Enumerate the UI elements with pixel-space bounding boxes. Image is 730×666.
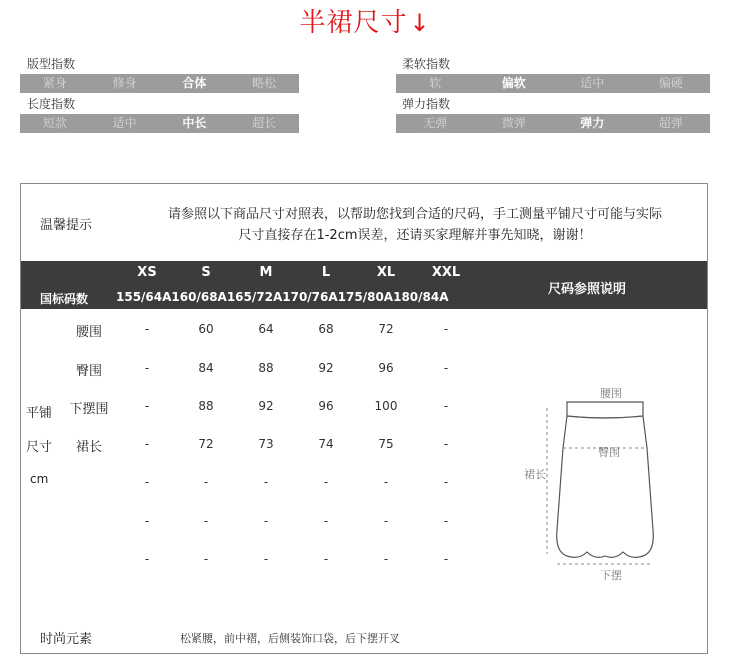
table-cell: 96 [378,361,394,375]
table-cell: - [443,322,449,336]
table-cell: - [323,475,329,489]
size-header-xxl: XXL [431,265,461,280]
size-header-xl: XL [376,265,396,280]
table-cell: - [144,322,150,336]
length-option-3: 中长 [182,116,207,130]
table-cell: 84 [198,361,214,375]
table-cell: - [443,552,449,566]
table-cell: 60 [198,322,214,336]
softness-option-2: 偏软 [501,76,526,90]
size-header-m: M [259,265,273,280]
length-index-label: 长度指数 [27,97,76,111]
side-label-unit: cm [30,472,49,486]
table-cell: - [383,552,389,566]
fit-index-label: 版型指数 [27,57,76,71]
table-cell: - [144,399,150,413]
table-cell: - [263,475,269,489]
table-cell: 68 [318,322,334,336]
table-cell: - [443,514,449,528]
table-cell: - [203,514,209,528]
fit-option-3: 合体 [182,76,207,90]
table-cell: 88 [198,399,214,413]
table-cell: 92 [258,399,274,413]
table-cell: - [443,361,449,375]
size-header-s: S [201,265,211,280]
table-cell: - [323,514,329,528]
softness-option-4: 偏硬 [658,76,683,90]
skirt-waistband [567,402,643,418]
tips-label: 温馨提示 [40,218,93,233]
fit-option-1: 紧身 [42,76,67,90]
diagram-hem-label: 下摆 [600,569,622,582]
elasticity-option-4: 超弹 [658,116,683,130]
table-cell: - [144,552,150,566]
page-title [0,2,730,39]
diagram-waist-label: 腰围 [600,387,622,400]
table-cell: 96 [318,399,334,413]
softness-index-scale [396,74,710,93]
length-option-2: 适中 [112,116,137,130]
softness-index-label: 柔软指数 [402,57,451,71]
fit-index-scale [20,74,299,93]
table-cell: - [383,514,389,528]
tips-line-2: 尺寸直接存在1-2cm误差，还请买家理解并事先知晓，谢谢！ [238,228,592,243]
row-label: 裙长 [75,440,102,455]
fit-option-4: 略松 [252,76,277,90]
size-header-xs: XS [137,265,157,280]
table-cell: - [263,514,269,528]
row-label: 下摆围 [69,402,109,417]
elasticity-index-scale [396,114,710,133]
table-cell: - [144,437,150,451]
side-label-size: 尺寸 [26,440,53,455]
diagram-length-label: 裙长 [524,468,546,481]
row-label: 腰围 [75,325,102,340]
table-cell: - [203,552,209,566]
down-arrow-icon: ↓ [409,9,431,37]
table-cell: 88 [258,361,274,375]
diagram-hip-label: 臀围 [598,446,620,459]
length-index-scale [20,114,299,133]
table-cell: - [323,552,329,566]
side-label-flat: 平铺 [26,406,53,421]
table-cell: - [144,361,150,375]
table-cell: - [443,437,449,451]
elasticity-option-1: 无弹 [423,116,448,130]
table-cell: 92 [318,361,334,375]
elasticity-option-3: 弹力 [580,116,605,130]
size-standard-label: 国标码数 [40,292,89,306]
elasticity-option-2: 微弹 [501,116,526,130]
table-cell: 74 [318,437,334,451]
table-cell: - [144,514,150,528]
table-cell: 72 [198,437,214,451]
style-elements-text: 松紧腰，前中褶，后侧装饰口袋，后下摆开叉 [180,632,400,645]
size-codes: 155/64A160/68A165/72A170/76A175/80A180/84A [116,290,449,304]
table-cell: 72 [378,322,394,336]
length-option-1: 短款 [42,116,67,130]
tips-line-1: 请参照以下商品尺寸对照表，以帮助您找到合适的尺码，手工测量平铺尺寸可能与实际 [167,207,662,222]
table-cell: - [443,475,449,489]
length-option-4: 超长 [252,116,277,130]
table-cell: 64 [258,322,274,336]
fit-option-2: 修身 [112,76,137,90]
table-cell: - [144,475,150,489]
size-reference-label: 尺码参照说明 [548,282,627,297]
table-cell: 73 [258,437,274,451]
softness-option-3: 适中 [580,76,605,90]
skirt-body [557,416,654,557]
page-title-text: 半裙尺寸 [299,8,408,38]
tips-text [140,204,690,246]
row-label: 臀围 [75,364,102,379]
style-elements-label: 时尚元素 [40,632,93,647]
softness-option-1: 软 [429,76,442,90]
table-cell: - [443,399,449,413]
table-cell: - [263,552,269,566]
table-cell: - [383,475,389,489]
size-header-l: L [321,265,331,280]
table-cell: 100 [374,399,398,413]
elasticity-index-label: 弹力指数 [402,97,451,111]
table-cell: - [203,475,209,489]
table-cell: 75 [378,437,394,451]
